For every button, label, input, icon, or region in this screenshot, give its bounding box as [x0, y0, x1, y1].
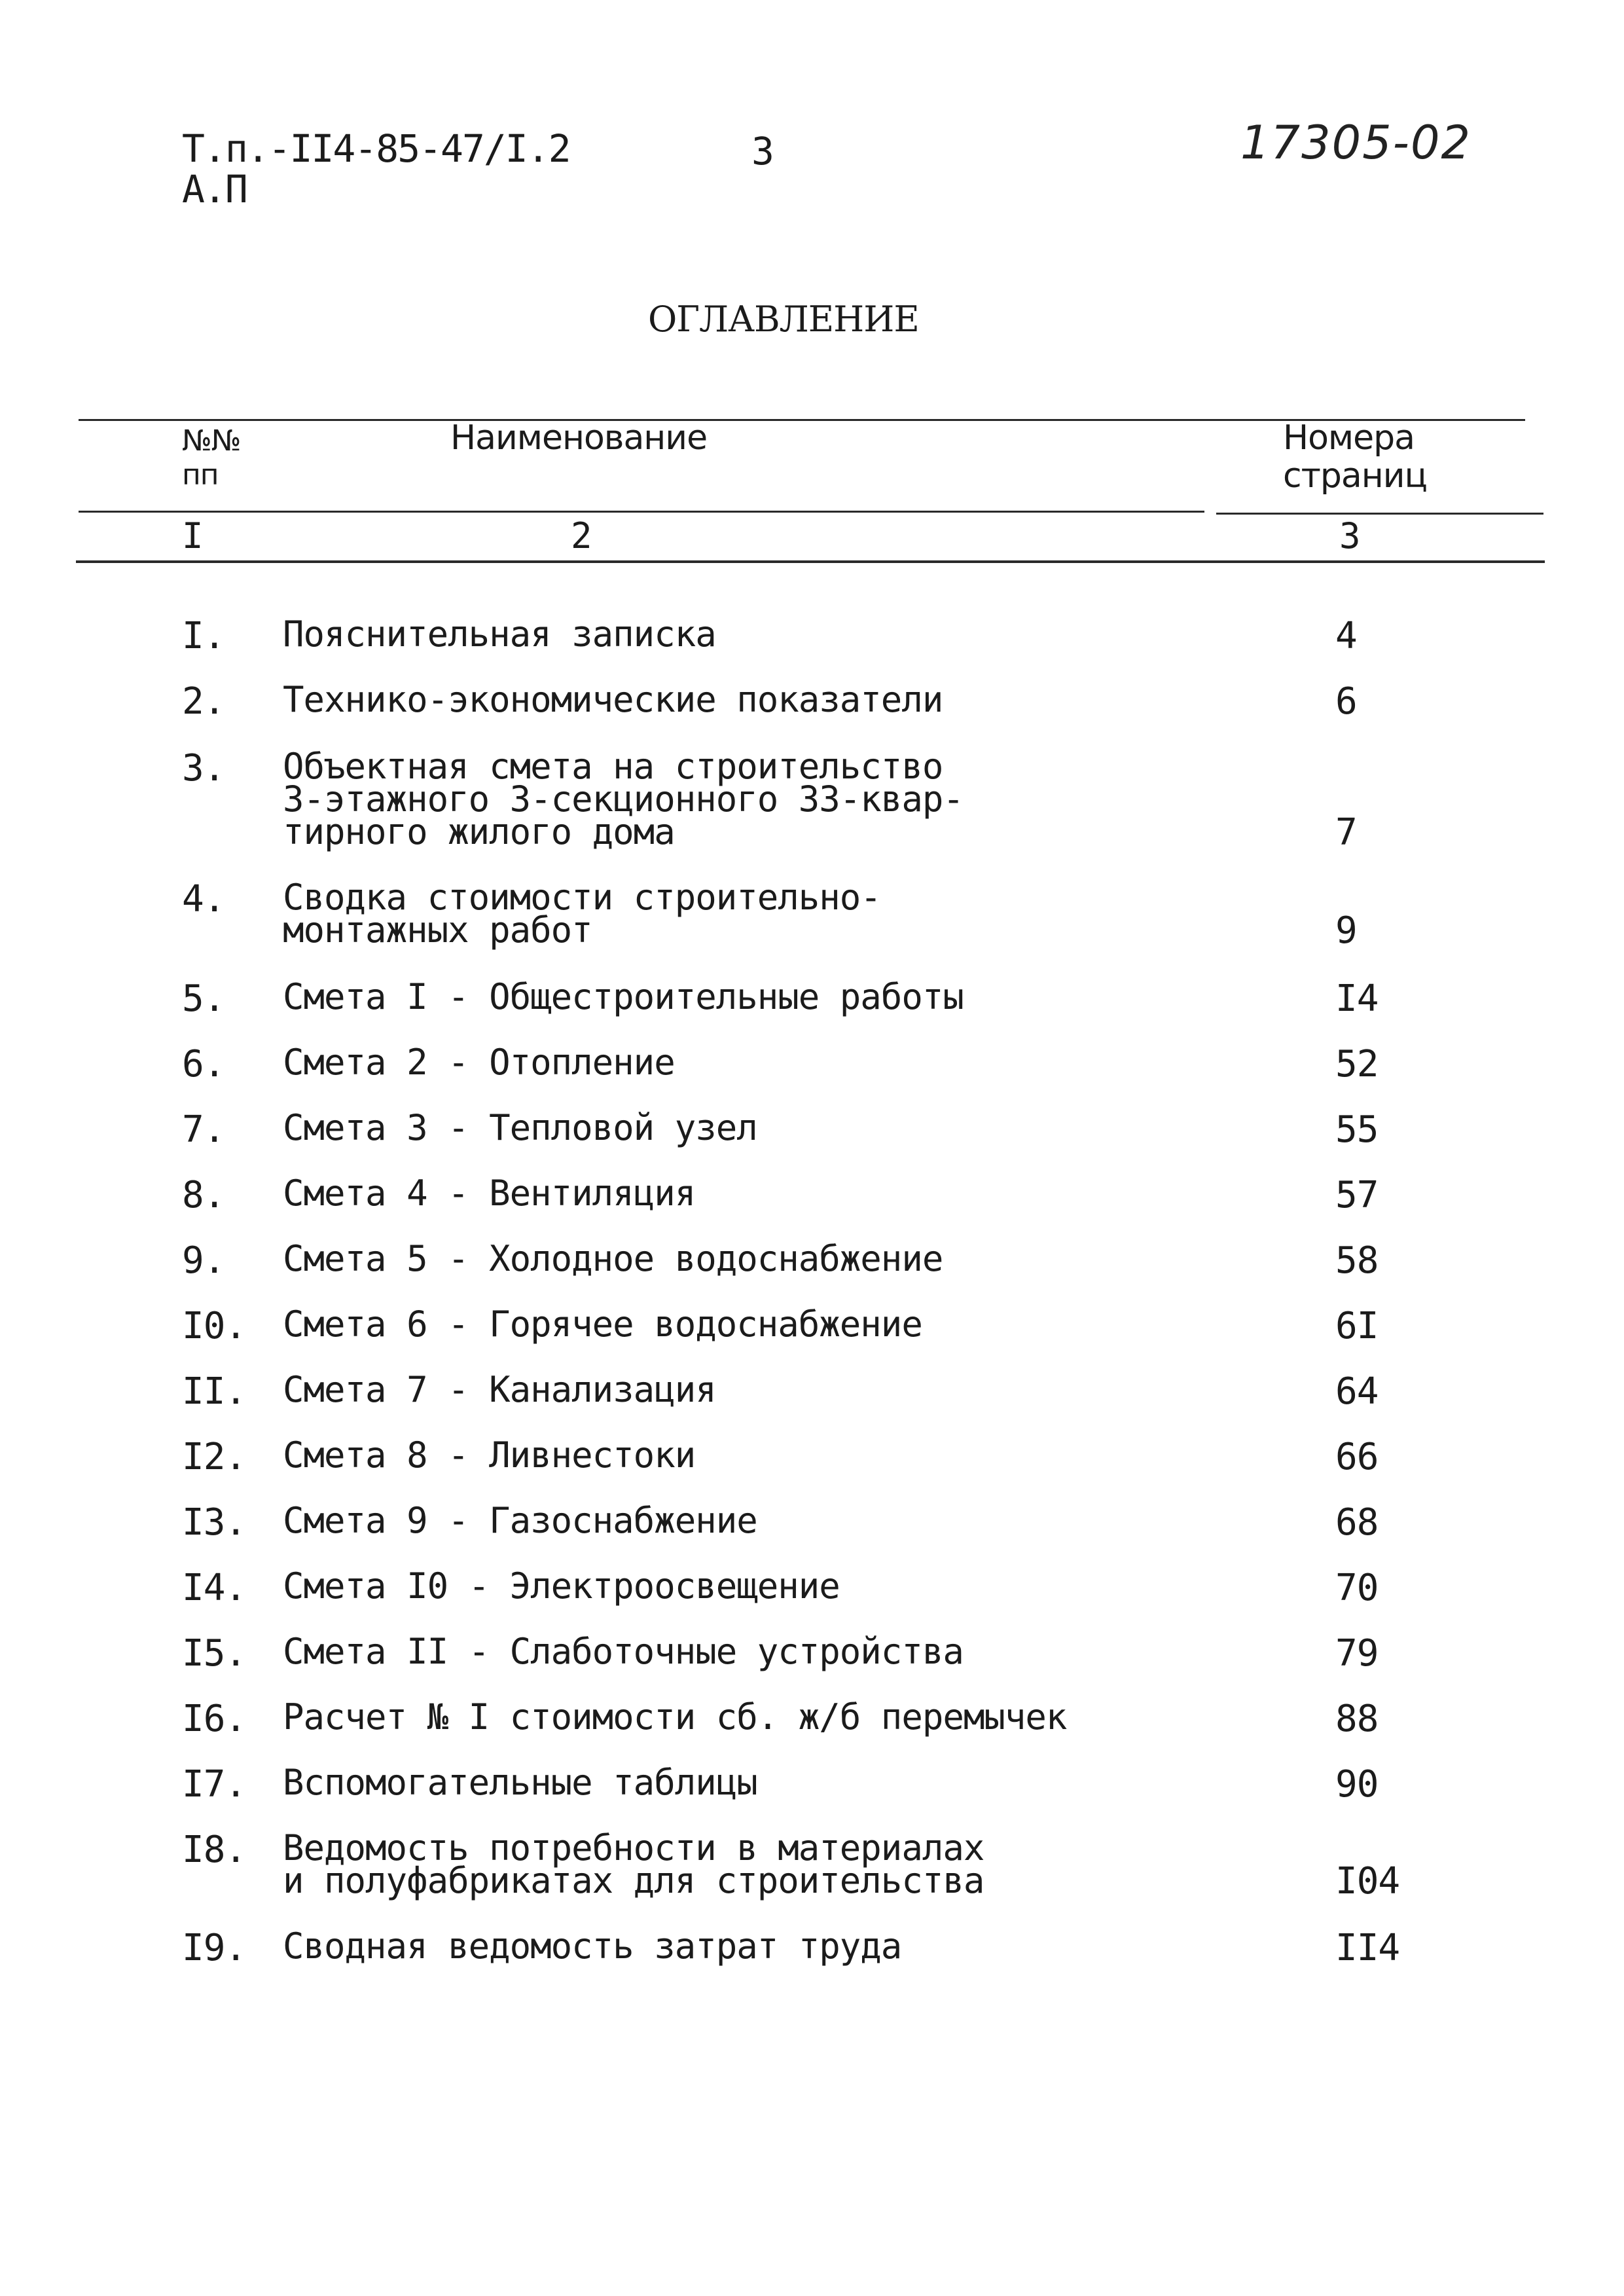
toc-row-number: 8.	[182, 1174, 225, 1216]
toc-row-number: I5.	[182, 1632, 247, 1675]
toc-row-page: 6I	[1335, 1305, 1379, 1347]
toc-row-title: Смета 5 - Холодное водоснабжение	[283, 1238, 943, 1279]
column-number-2: 2	[571, 515, 592, 556]
toc-row-title: Смета 2 - Отопление	[283, 1042, 675, 1083]
toc-row-title: Смета 6 - Горячее водоснабжение	[283, 1303, 922, 1345]
toc-row-page: 55	[1335, 1108, 1379, 1151]
toc-row-title: Смета 9 - Газоснабжение	[283, 1500, 757, 1541]
toc-row-number: I2.	[182, 1436, 247, 1478]
toc-row-page: 70	[1335, 1567, 1379, 1609]
document-code: Т.п.-II4-85-47/I.2	[182, 126, 570, 171]
toc-row-number: I7.	[182, 1763, 247, 1806]
toc-row-number: 2.	[182, 680, 225, 723]
toc-row-page: II4	[1335, 1927, 1400, 1969]
page-title: ОГЛАВЛЕНИЕ	[648, 299, 919, 340]
toc-row-title: Смета II - Слаботочные устройства	[283, 1631, 964, 1672]
toc-row-page: I4	[1335, 977, 1379, 1020]
toc-row-page: 68	[1335, 1501, 1379, 1544]
toc-row-title: Смета I0 - Электроосвещение	[283, 1565, 840, 1607]
document-section: А.П	[182, 167, 247, 211]
toc-row-page: 88	[1335, 1698, 1379, 1740]
column-header-pages: Номера страниц	[1283, 418, 1427, 496]
toc-row-title: Вспомогательные таблицы	[283, 1762, 757, 1803]
page-number: 3	[751, 129, 774, 173]
toc-row-page: 64	[1335, 1370, 1379, 1413]
toc-row-page: 9	[1335, 909, 1357, 952]
toc-row-page: 7	[1335, 811, 1357, 854]
toc-row-number: I3.	[182, 1501, 247, 1544]
handwritten-number: 17305-02	[1240, 116, 1472, 170]
toc-row-number: I9.	[182, 1927, 247, 1969]
toc-row-title: Ведомость потребности в материалах и полуфабрикатах для строительства	[283, 1827, 984, 1901]
toc-row-title: Технико-экономические показатели	[283, 679, 943, 720]
toc-row-title: Расчет № I стоимости сб. ж/б перемычек	[283, 1696, 1067, 1738]
toc-row-page: 6	[1335, 680, 1357, 723]
column-number-3: 3	[1339, 515, 1361, 556]
toc-row-page: 66	[1335, 1436, 1379, 1478]
toc-row-title: Сводная ведомость затрат труда	[283, 1925, 902, 1967]
toc-row-title: Смета 7 - Канализация	[283, 1369, 716, 1410]
toc-row-title: Пояснительная записка	[283, 613, 716, 655]
toc-row-page: 57	[1335, 1174, 1379, 1216]
toc-row-number: I4.	[182, 1567, 247, 1609]
column-header-number: №№ пп	[182, 424, 241, 492]
toc-row-number: 7.	[182, 1108, 225, 1151]
toc-row-page: 58	[1335, 1239, 1379, 1282]
toc-row-number: 6.	[182, 1043, 225, 1085]
toc-row-page: 52	[1335, 1043, 1379, 1085]
toc-row-number: II.	[182, 1370, 247, 1413]
toc-row-title: Смета 3 - Тепловой узел	[283, 1107, 757, 1148]
toc-row-page: 90	[1335, 1763, 1379, 1806]
toc-row-number: 3.	[182, 747, 225, 790]
toc-row-number: 4.	[182, 878, 225, 920]
column-header-name: Наименование	[450, 418, 708, 458]
toc-row-title: Сводка стоимости строительно- монтажных работ	[283, 877, 881, 951]
toc-row-number: 5.	[182, 977, 225, 1020]
table-header-rule-left	[79, 511, 1204, 513]
toc-row-number: I6.	[182, 1698, 247, 1740]
toc-row-title: Смета 8 - Ливнестоки	[283, 1434, 696, 1476]
toc-row-page: I04	[1335, 1860, 1400, 1903]
table-header-rule-right	[1216, 513, 1543, 515]
toc-row-number: I0.	[182, 1305, 247, 1347]
toc-row-title: Объектная смета на строительство 3-этажного 3-секционного 33-квар- тирного жилого дома	[283, 746, 964, 852]
toc-row-number: 9.	[182, 1239, 225, 1282]
toc-row-page: 79	[1335, 1632, 1379, 1675]
toc-row-title: Смета I - Общестроительные работы	[283, 976, 964, 1017]
toc-row-page: 4	[1335, 615, 1357, 657]
toc-row-title: Смета 4 - Вентиляция	[283, 1173, 696, 1214]
toc-row-number: I8.	[182, 1829, 247, 1871]
toc-row-number: I.	[182, 615, 225, 657]
table-colnum-rule	[76, 560, 1545, 563]
column-number-1: I	[182, 515, 204, 556]
